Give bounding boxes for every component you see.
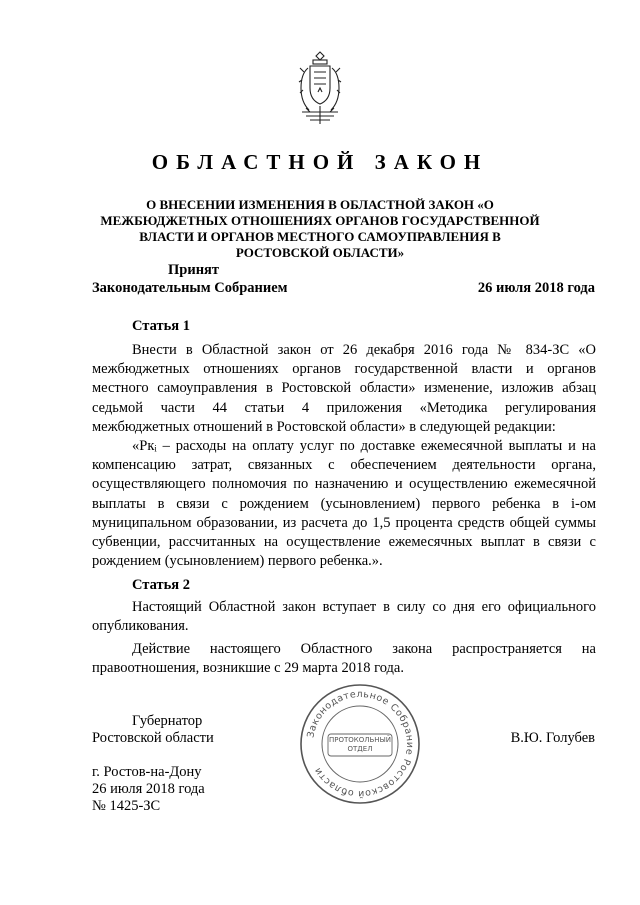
signing-place: г. Ростов-на-Дону (92, 764, 202, 780)
article-1-heading: Статья 1 (132, 318, 190, 334)
article-2-paragraph-2: Действие настоящего Областного закона распространяется на правоотношения, возникшие с 29 марта 2018 года. (92, 641, 596, 677)
law-number: № 1425-ЗС (92, 798, 161, 814)
official-stamp-icon (298, 682, 422, 806)
article-1-paragraph-1: Внести в Областной закон от 26 декабря 2016 года № 834-ЗС «О межбюджетных отношениях органов государственной власти и органов местного самоуправления в Ростовской области» изменение, изложив абзац седьмой части 44 статьи 4 приложения «Методика регулирования межбюджетных отношений в Ростовской области» в следующей редакции: (92, 342, 596, 435)
signatory-name: В.Ю. Голубев (510, 730, 595, 746)
law-subject: О ВНЕСЕНИИ ИЗМЕНЕНИЯ В ОБЛАСТНОЙ ЗАКОН «О МЕЖБЮДЖЕТНЫХ ОТНОШЕНИЯХ ОРГАНОВ ГОСУДАРСТВЕННОЙ ВЛАСТИ И ОРГАНОВ МЕСТНОГО САМОУПРАВЛЕНИЯ В РОСТОВСКОЙ ОБЛАСТИ» (100, 197, 540, 260)
signatory-title: Губернатор (132, 713, 203, 729)
article-2-paragraph-1: Настоящий Областной закон вступает в силу со дня его официального опубликования. (92, 599, 596, 635)
stamp-ring-text: Законодательное Собрание Ростовской области (305, 688, 416, 800)
adoption-label: Принят (168, 262, 220, 278)
signatory-region: Ростовской области (92, 730, 214, 746)
stamp-center-text: ПРОТОКОЛЬНЫЙ ОТДЕЛ (328, 736, 391, 753)
coat-of-arms-icon (296, 50, 344, 128)
article-1-paragraph-2: «Pкᵢ – расходы на оплату услуг по доставке ежемесячной выплаты и на компенсацию затрат, связанных с обеспечением деятельности органа, осуществляющего полномочия по назначению и осуществлению ежемесячной выплаты в связи с рождением (усыновлением) первого ребенка в i-ом муниципальном образовании, из расчета до 1,5 процента средств общей суммы субвенции, рассчитанных на осуществление ежемесячных выплат в связи с рождением (усыновлением) первого ребенка.». (92, 438, 596, 570)
article-2-heading: Статья 2 (132, 577, 190, 593)
signing-date: 26 июля 2018 года (92, 781, 205, 797)
adoption-date: 26 июля 2018 года (477, 280, 595, 296)
adoption-body: Законодательным Собранием (92, 280, 288, 296)
law-title: ОБЛАСТНОЙ ЗАКОН (151, 150, 489, 174)
